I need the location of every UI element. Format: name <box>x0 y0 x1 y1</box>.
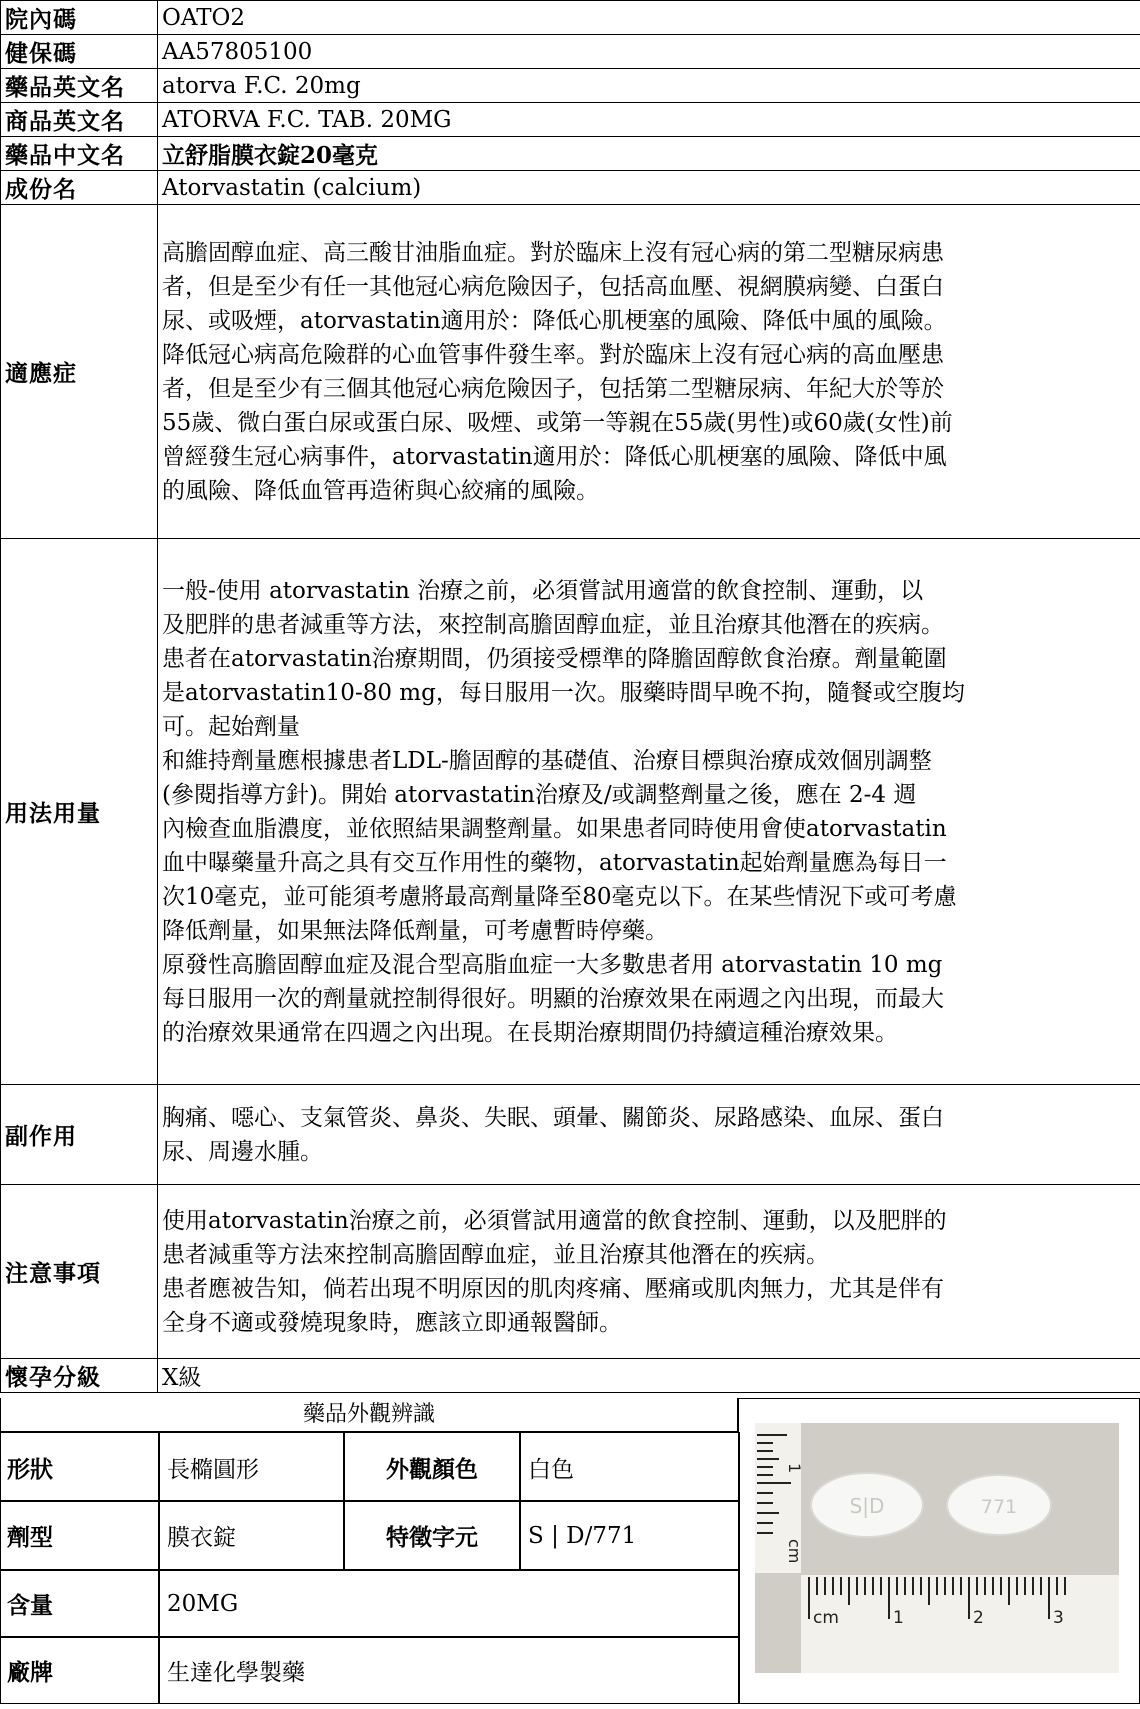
dosage-line: 和維持劑量應根據患者LDL-膽固醇的基礎值、治療目標與治療成效個別調整 <box>162 744 1136 778</box>
side-effects-line: 胸痛、噁心、支氣管炎、鼻炎、失眠、頭暈、關節炎、尿路感染、血尿、蛋白 <box>162 1101 1136 1135</box>
horizontal-ruler-number: 2 <box>973 1608 984 1628</box>
dosage-line: 及肥胖的患者減重等方法，來控制高膽固醇血症，並且治療其他潛在的疾病。 <box>162 608 1136 642</box>
indication-line: 降低冠心病高危險群的心血管事件發生率。對於臨床上沒有冠心病的高血壓患 <box>162 338 1136 372</box>
indication-line: 高膽固醇血症、高三酸甘油脂血症。對於臨床上沒有冠心病的第二型糖尿病患 <box>162 236 1136 270</box>
shape-value: 長橢圓形 <box>158 1432 345 1502</box>
chinese-name-value: 立舒脂膜衣錠20毫克 <box>158 137 1140 171</box>
dosage-text <box>158 539 1140 1085</box>
dosage-line: 患者在atorvastatin治療期間，仍須接受標準的降膽固醇飲食治療。劑量範圍 <box>162 642 1136 676</box>
indication-line: 尿、或吸煙，atorvastatin適用於：降低心肌梗塞的風險、降低中風的風險。 <box>162 304 1136 338</box>
horizontal-ruler-number: 1 <box>893 1608 904 1628</box>
indication-text <box>158 205 1140 539</box>
dosage-line: 是atorvastatin10-80 mg，每日服用一次。服藥時間早晚不拘，隨餐或空腹均 <box>162 676 1136 710</box>
brand-name-label: 商品英文名 <box>1 103 158 137</box>
dosage-line: 每日服用一次的劑量就控制得很好。明顯的治療效果在兩週之內出現，而最大 <box>162 982 1136 1016</box>
marking-value: S | D/771 <box>519 1500 740 1571</box>
ingredient-value: Atorvastatin (calcium) <box>158 171 1140 205</box>
indication-line: 55歲、微白蛋白尿或蛋白尿、吸煙、或第一等親在55歲(男性)或60歲(女性)前 <box>162 406 1136 440</box>
row-side-effects <box>1 1085 1140 1185</box>
side-effects-label: 副作用 <box>1 1085 158 1185</box>
indication-line: 者，但是至少有三個其他冠心病危險因子，包括第二型糖尿病、年紀大於等於 <box>162 372 1136 406</box>
dosage-line: 的治療效果通常在四週之內出現。在長期治療期間仍持續這種治療效果。 <box>162 1016 1136 1050</box>
english-name-value: atorva F.C. 20mg <box>158 69 1140 103</box>
tablet-photo-frame <box>738 1398 1140 1704</box>
ingredient-label: 成份名 <box>1 171 158 205</box>
horizontal-ruler-number: 3 <box>1053 1608 1064 1628</box>
precautions-line: 全身不適或發燒現象時，應該立即通報醫師。 <box>162 1306 1136 1340</box>
hospital-code-value: OATO2 <box>158 1 1140 35</box>
row-indication <box>1 205 1140 539</box>
tablet-front-imprint: S|D <box>850 1494 885 1518</box>
dosage-line: 一般-使用 atorvastatin 治療之前，必須嘗試用適當的飲食控制、運動，以 <box>162 574 1136 608</box>
english-name-label: 藥品英文名 <box>1 69 158 103</box>
strength-label: 含量 <box>0 1569 160 1638</box>
dosage-line: 原發性高膽固醇血症及混合型高脂血症一大多數患者用 atorvastatin 10 mg <box>162 948 1136 982</box>
pregnancy-label: 懷孕分級 <box>1 1359 158 1393</box>
row-pregnancy <box>1 1359 1140 1393</box>
dosage-line: 血中曝藥量升高之具有交互作用性的藥物，atorvastatin起始劑量應為每日一 <box>162 846 1136 880</box>
side-effects-line: 尿、周邊水腫。 <box>162 1135 1136 1169</box>
strength-value: 20MG <box>158 1569 740 1638</box>
row-brand-name <box>1 103 1140 137</box>
chinese-name-label: 藥品中文名 <box>1 137 158 171</box>
row-english-name <box>1 69 1140 103</box>
tablet-photo <box>739 1399 1140 1705</box>
precautions-line: 使用atorvastatin治療之前，必須嘗試用適當的飲食控制、運動，以及肥胖的 <box>162 1204 1136 1238</box>
indication-line: 的風險、降低血管再造術與心絞痛的風險。 <box>162 474 1136 508</box>
dosage-line: 可。起始劑量 <box>162 710 1136 744</box>
marking-label: 特徵字元 <box>343 1500 521 1571</box>
row-ingredient <box>1 171 1140 205</box>
indication-label: 適應症 <box>1 205 158 539</box>
precautions-label: 注意事項 <box>1 1185 158 1359</box>
row-precautions <box>1 1185 1140 1359</box>
row-chinese-name <box>1 137 1140 171</box>
appearance-title: 藥品外觀辨識 <box>0 1398 738 1432</box>
shape-label: 形狀 <box>0 1432 160 1502</box>
color-value: 白色 <box>519 1432 740 1502</box>
form-label: 劑型 <box>0 1500 160 1571</box>
form-value: 膜衣錠 <box>158 1500 345 1571</box>
dosage-line: 次10毫克，並可能須考慮將最高劑量降至80毫克以下。在某些情況下或可考慮 <box>162 880 1136 914</box>
color-label: 外觀顏色 <box>343 1432 521 1502</box>
dosage-label: 用法用量 <box>1 539 158 1085</box>
dosage-line: 內檢查血脂濃度，並依照結果調整劑量。如果患者同時使用會使atorvastatin <box>162 812 1136 846</box>
maker-value: 生達化學製藥 <box>158 1636 740 1704</box>
vertical-ruler-unit: cm <box>785 1539 804 1563</box>
indication-line: 曾經發生冠心病事件，atorvastatin適用於：降低心肌梗塞的風險、降低中風 <box>162 440 1136 474</box>
maker-label: 廠牌 <box>0 1636 160 1704</box>
row-insurance-code <box>1 35 1140 69</box>
dosage-line: (參閱指導方針)。開始 atorvastatin治療及/或調整劑量之後，應在 2-4 週 <box>162 778 1136 812</box>
brand-name-value: ATORVA F.C. TAB. 20MG <box>158 103 1140 137</box>
side-effects-text <box>158 1085 1140 1185</box>
precautions-line: 患者應被告知，倘若出現不明原因的肌肉疼痛、壓痛或肌肉無力，尤其是伴有 <box>162 1272 1136 1306</box>
dosage-line: 降低劑量，如果無法降低劑量，可考慮暫時停藥。 <box>162 914 1136 948</box>
insurance-code-label: 健保碼 <box>1 35 158 69</box>
vertical-ruler-number: 1 <box>785 1463 804 1473</box>
precautions-text <box>158 1185 1140 1359</box>
indication-line: 者，但是至少有任一其他冠心病危險因子，包括高血壓、視網膜病變、白蛋白 <box>162 270 1136 304</box>
tablet-back-imprint: 771 <box>981 1496 1017 1518</box>
insurance-code-value: AA57805100 <box>158 35 1140 69</box>
horizontal-ruler-unit: cm <box>813 1608 839 1628</box>
precautions-line: 患者減重等方法來控制高膽固醇血症，並且治療其他潛在的疾病。 <box>162 1238 1136 1272</box>
hospital-code-label: 院內碼 <box>1 1 158 35</box>
row-dosage <box>1 539 1140 1085</box>
row-hospital-code <box>1 1 1140 35</box>
pregnancy-value: X級 <box>158 1359 1140 1393</box>
